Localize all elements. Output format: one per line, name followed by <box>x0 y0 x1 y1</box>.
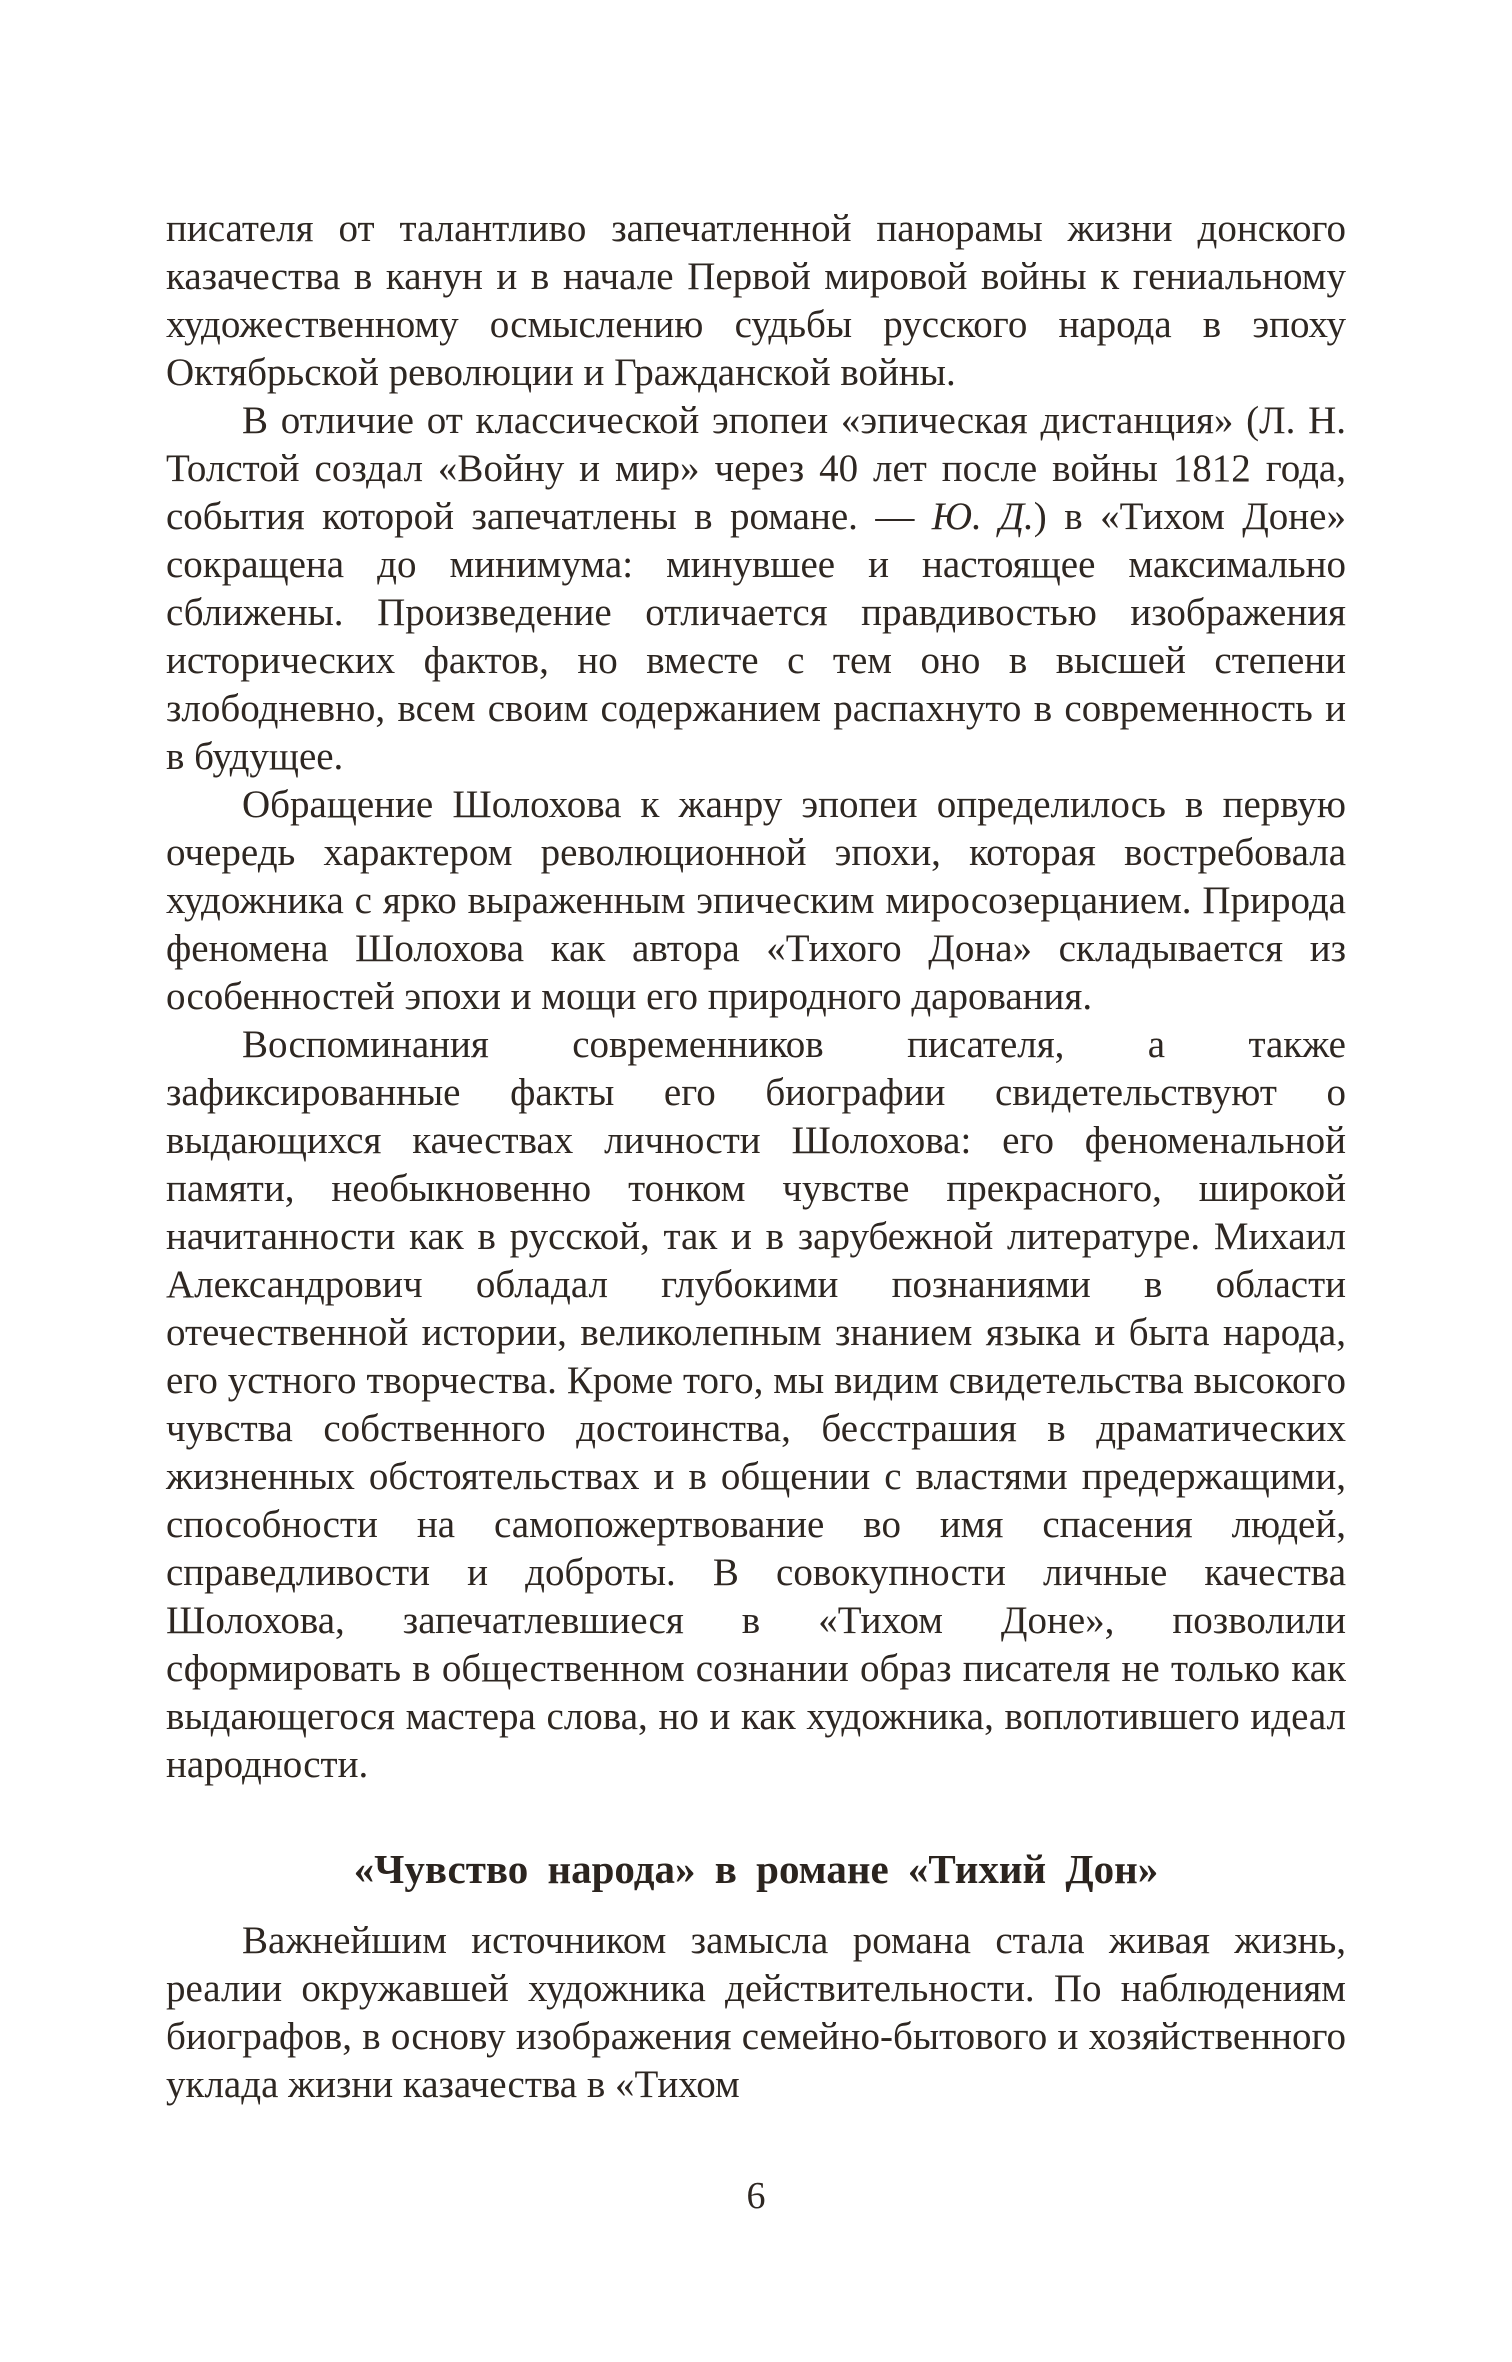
paragraph-2-text-end: ) в «Тихом Доне» сокращена до минимума: минувшее и настоящее максимально сближены. Произведение отличается правдивостью изображения исторических фактов, но вместе с тем оно в высшей степени злободневно, всем своим содержанием распахнуто в современность и в будущее. <box>166 495 1346 778</box>
paragraph-1: писателя от талантливо запечатленной панорамы жизни донского казачества в канун и в начале Первой мировой войны к гениальному художественному осмыслению судьбы русского народа в эпоху Октябрьской революции и Гражданской войны. <box>166 207 1346 394</box>
paragraph-2 <box>166 397 1346 781</box>
page-number: 6 <box>746 2175 766 2217</box>
paragraph-2-text-start: В отличие от классической эпопеи «эпическая дистанция» (Л. Н. Толстой создал «Войну и мир» через 40 лет после войны 1812 года, события которой запечатлены в романе. — <box>166 399 1346 538</box>
paragraph-5: Важнейшим источником замысла романа стала живая жизнь, реалии окружавшей художника действительности. По наблюдениям биографов, в основу изображения семейно-бытового и хозяйственного уклада жизни казачества в «Тихом <box>166 1919 1346 2106</box>
paragraph-4: Воспоминания современников писателя, а также зафиксированные факты его биографии свидетельствуют о выдающихся качествах личности Шолохова: его феноменальной памяти, необыкновенно тонком чувстве прекрасного, широкой начитанности как в русской, так и в зарубежной литературе. Михаил Александрович обладал глубокими познаниями в области отечественной истории, великолепным знанием языка и быта народа, его устного творчества. Кроме того, мы видим свидетельства высокого чувства собственного достоинства, бесстрашия в драматических жизненных обстоятельствах и в общении с властями предержащими, способности на самопожертвование во имя спасения людей, справедливости и доброты. В совокупности личные качества Шолохова, запечатлевшиеся в «Тихом Доне», позволили сформировать в общественном сознании образ писателя не только как выдающегося мастера слова, но и как художника, воплотившего идеал народности. <box>166 1023 1346 1786</box>
page-text-block <box>166 205 1346 2109</box>
editor-initials-italic: Ю. Д. <box>931 495 1034 538</box>
section-heading: «Чувство народа» в романе «Тихий Дон» <box>353 1846 1159 1892</box>
paragraph-3: Обращение Шолохова к жанру эпопеи определилось в первую очередь характером революционной эпохи, которая востребовала художника с ярко выраженным эпическим миросозерцанием. Природа феномена Шолохова как автора «Тихого Дона» складывается из особенностей эпохи и мощи его природного дарования. <box>166 783 1346 1018</box>
